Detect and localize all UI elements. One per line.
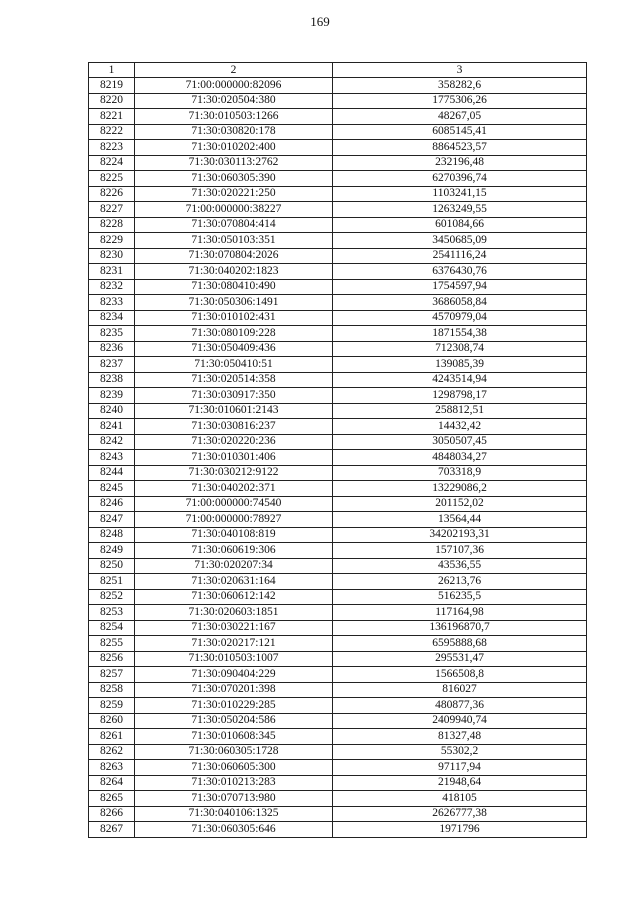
value-cell: 1103241,15 [333,186,587,202]
value-cell: 3686058,84 [333,295,587,311]
cadastral-number-cell: 71:00:000000:82096 [135,78,333,94]
cadastral-number-cell: 71:30:030820:178 [135,124,333,140]
header-row [89,63,587,78]
table-body [89,78,587,838]
cadastral-number-cell: 71:30:030113:2762 [135,155,333,171]
value-cell: 13229086,2 [333,481,587,497]
cadastral-number-cell: 71:30:010213:283 [135,775,333,791]
table-row [89,233,587,249]
table-row [89,310,587,326]
column-header-2: 2 [135,63,333,78]
cadastral-number-cell: 71:30:050306:1491 [135,295,333,311]
value-cell: 34202193,31 [333,527,587,543]
value-cell: 295531,47 [333,651,587,667]
value-cell: 703318,9 [333,465,587,481]
table-row [89,465,587,481]
row-number-cell: 8249 [89,543,135,559]
table-header [89,63,587,78]
table-row [89,574,587,590]
cadastral-number-cell: 71:30:040108:819 [135,527,333,543]
row-number-cell: 8267 [89,822,135,838]
table-row [89,558,587,574]
cadastral-number-cell: 71:30:080410:490 [135,279,333,295]
row-number-cell: 8253 [89,605,135,621]
value-cell: 201152,02 [333,496,587,512]
value-cell: 480877,36 [333,698,587,714]
table-row [89,341,587,357]
table-row [89,124,587,140]
value-cell: 516235,5 [333,589,587,605]
cadastral-number-cell: 71:30:070201:398 [135,682,333,698]
cadastral-number-cell: 71:30:050204:586 [135,713,333,729]
row-number-cell: 8232 [89,279,135,295]
row-number-cell: 8238 [89,372,135,388]
page-number: 169 [310,14,330,29]
cadastral-number-cell: 71:30:080109:228 [135,326,333,342]
value-cell: 601084,66 [333,217,587,233]
cadastral-number-cell: 71:30:020514:358 [135,372,333,388]
cadastral-number-cell: 71:30:010202:400 [135,140,333,156]
value-cell: 1775306,26 [333,93,587,109]
value-cell: 97117,94 [333,760,587,776]
row-number-cell: 8225 [89,171,135,187]
cadastral-number-cell: 71:30:060305:646 [135,822,333,838]
row-number-cell: 8240 [89,403,135,419]
cadastral-number-cell: 71:30:060619:306 [135,543,333,559]
row-number-cell: 8230 [89,248,135,264]
table-row [89,791,587,807]
row-number-cell: 8224 [89,155,135,171]
value-cell: 157107,36 [333,543,587,559]
cadastral-number-cell: 71:30:010503:1007 [135,651,333,667]
cadastral-number-cell: 71:30:010503:1266 [135,109,333,125]
table-row [89,450,587,466]
value-cell: 26213,76 [333,574,587,590]
cadastral-number-cell: 71:30:040106:1325 [135,806,333,822]
table-row [89,620,587,636]
cadastral-number-cell: 71:30:020603:1851 [135,605,333,621]
row-number-cell: 8219 [89,78,135,94]
row-number-cell: 8247 [89,512,135,528]
cadastral-number-cell: 71:30:020221:250 [135,186,333,202]
row-number-cell: 8261 [89,729,135,745]
cadastral-value-table [88,62,587,838]
row-number-cell: 8255 [89,636,135,652]
value-cell: 6376430,76 [333,264,587,280]
row-number-cell: 8226 [89,186,135,202]
row-number-cell: 8259 [89,698,135,714]
cadastral-number-cell: 71:30:050103:351 [135,233,333,249]
cadastral-number-cell: 71:30:040202:1823 [135,264,333,280]
value-cell: 258812,51 [333,403,587,419]
table-row [89,202,587,218]
table-row [89,372,587,388]
cadastral-number-cell: 71:00:000000:74540 [135,496,333,512]
table-row [89,481,587,497]
value-cell: 358282,6 [333,78,587,94]
table-row [89,434,587,450]
cadastral-number-cell: 71:30:050410:51 [135,357,333,373]
table-row [89,543,587,559]
row-number-cell: 8236 [89,341,135,357]
column-header-3: 3 [333,63,587,78]
table-row [89,403,587,419]
row-number-cell: 8221 [89,109,135,125]
value-cell: 4570979,04 [333,310,587,326]
cadastral-number-cell: 71:30:020207:34 [135,558,333,574]
row-number-cell: 8260 [89,713,135,729]
value-cell: 6595888,68 [333,636,587,652]
table-row [89,295,587,311]
table-row [89,713,587,729]
cadastral-number-cell: 71:30:020217:121 [135,636,333,652]
value-cell: 55302,2 [333,744,587,760]
row-number-cell: 8248 [89,527,135,543]
table-row [89,248,587,264]
table-row [89,217,587,233]
row-number-cell: 8233 [89,295,135,311]
table-row [89,140,587,156]
table-row [89,527,587,543]
cadastral-number-cell: 71:00:000000:38227 [135,202,333,218]
table-row [89,264,587,280]
row-number-cell: 8245 [89,481,135,497]
value-cell: 1263249,55 [333,202,587,218]
row-number-cell: 8229 [89,233,135,249]
value-cell: 21948,64 [333,775,587,791]
value-cell: 712308,74 [333,341,587,357]
table-row [89,729,587,745]
table-row [89,155,587,171]
row-number-cell: 8223 [89,140,135,156]
value-cell: 1754597,94 [333,279,587,295]
value-cell: 6270396,74 [333,171,587,187]
row-number-cell: 8256 [89,651,135,667]
table-row [89,682,587,698]
table-row [89,419,587,435]
value-cell: 139085,39 [333,357,587,373]
row-number-cell: 8243 [89,450,135,466]
row-number-cell: 8264 [89,775,135,791]
row-number-cell: 8228 [89,217,135,233]
value-cell: 13564,44 [333,512,587,528]
table-row [89,636,587,652]
cadastral-number-cell: 71:30:060305:1728 [135,744,333,760]
table-row [89,279,587,295]
value-cell: 3050507,45 [333,434,587,450]
row-number-cell: 8222 [89,124,135,140]
value-cell: 2409940,74 [333,713,587,729]
cadastral-number-cell: 71:30:010608:345 [135,729,333,745]
cadastral-number-cell: 71:30:090404:229 [135,667,333,683]
row-number-cell: 8220 [89,93,135,109]
value-cell: 14432,42 [333,419,587,435]
row-number-cell: 8254 [89,620,135,636]
cadastral-number-cell: 71:30:070804:414 [135,217,333,233]
table-row [89,512,587,528]
row-number-cell: 8251 [89,574,135,590]
table-row [89,806,587,822]
row-number-cell: 8263 [89,760,135,776]
row-number-cell: 8239 [89,388,135,404]
cadastral-number-cell: 71:30:010601:2143 [135,403,333,419]
value-cell: 1871554,38 [333,326,587,342]
table-row [89,171,587,187]
cadastral-number-cell: 71:30:010102:431 [135,310,333,326]
table-row [89,775,587,791]
row-number-cell: 8237 [89,357,135,373]
table-row [89,744,587,760]
table-row [89,651,587,667]
cadastral-number-cell: 71:30:010229:285 [135,698,333,714]
table-row [89,496,587,512]
row-number-cell: 8246 [89,496,135,512]
table-row [89,589,587,605]
cadastral-number-cell: 71:30:030221:167 [135,620,333,636]
value-cell: 3450685,09 [333,233,587,249]
row-number-cell: 8250 [89,558,135,574]
table-row [89,760,587,776]
value-cell: 1971796 [333,822,587,838]
value-cell: 4848034,27 [333,450,587,466]
row-number-cell: 8252 [89,589,135,605]
row-number-cell: 8231 [89,264,135,280]
cadastral-number-cell: 71:30:030212:9122 [135,465,333,481]
cadastral-number-cell: 71:30:020504:380 [135,93,333,109]
cadastral-number-cell: 71:30:070804:2026 [135,248,333,264]
value-cell: 8864523,57 [333,140,587,156]
value-cell: 117164,98 [333,605,587,621]
table-row [89,822,587,838]
value-cell: 1566508,8 [333,667,587,683]
row-number-cell: 8266 [89,806,135,822]
cadastral-number-cell: 71:30:060612:142 [135,589,333,605]
value-cell: 232196,48 [333,155,587,171]
row-number-cell: 8235 [89,326,135,342]
table-row [89,605,587,621]
row-number-cell: 8242 [89,434,135,450]
table-row [89,357,587,373]
table-row [89,78,587,94]
table-row [89,326,587,342]
value-cell: 2626777,38 [333,806,587,822]
cadastral-number-cell: 71:30:060305:390 [135,171,333,187]
cadastral-number-cell: 71:30:010301:406 [135,450,333,466]
row-number-cell: 8257 [89,667,135,683]
column-header-1: 1 [89,63,135,78]
cadastral-number-cell: 71:30:070713:980 [135,791,333,807]
table-row [89,186,587,202]
row-number-cell: 8227 [89,202,135,218]
row-number-cell: 8234 [89,310,135,326]
row-number-cell: 8244 [89,465,135,481]
table-row [89,698,587,714]
table-row [89,388,587,404]
row-number-cell: 8262 [89,744,135,760]
cadastral-number-cell: 71:30:030816:237 [135,419,333,435]
value-cell: 48267,05 [333,109,587,125]
value-cell: 418105 [333,791,587,807]
cadastral-number-cell: 71:30:040202:371 [135,481,333,497]
table-row [89,109,587,125]
cadastral-number-cell: 71:30:060605:300 [135,760,333,776]
row-number-cell: 8241 [89,419,135,435]
cadastral-number-cell: 71:00:000000:78927 [135,512,333,528]
table-row [89,93,587,109]
value-cell: 81327,48 [333,729,587,745]
table-row [89,667,587,683]
value-cell: 136196870,7 [333,620,587,636]
row-number-cell: 8258 [89,682,135,698]
value-cell: 2541116,24 [333,248,587,264]
value-cell: 6085145,41 [333,124,587,140]
cadastral-number-cell: 71:30:020631:164 [135,574,333,590]
value-cell: 816027 [333,682,587,698]
cadastral-number-cell: 71:30:020220:236 [135,434,333,450]
value-cell: 1298798,17 [333,388,587,404]
cadastral-number-cell: 71:30:050409:436 [135,341,333,357]
value-cell: 4243514,94 [333,372,587,388]
value-cell: 43536,55 [333,558,587,574]
row-number-cell: 8265 [89,791,135,807]
cadastral-number-cell: 71:30:030917:350 [135,388,333,404]
